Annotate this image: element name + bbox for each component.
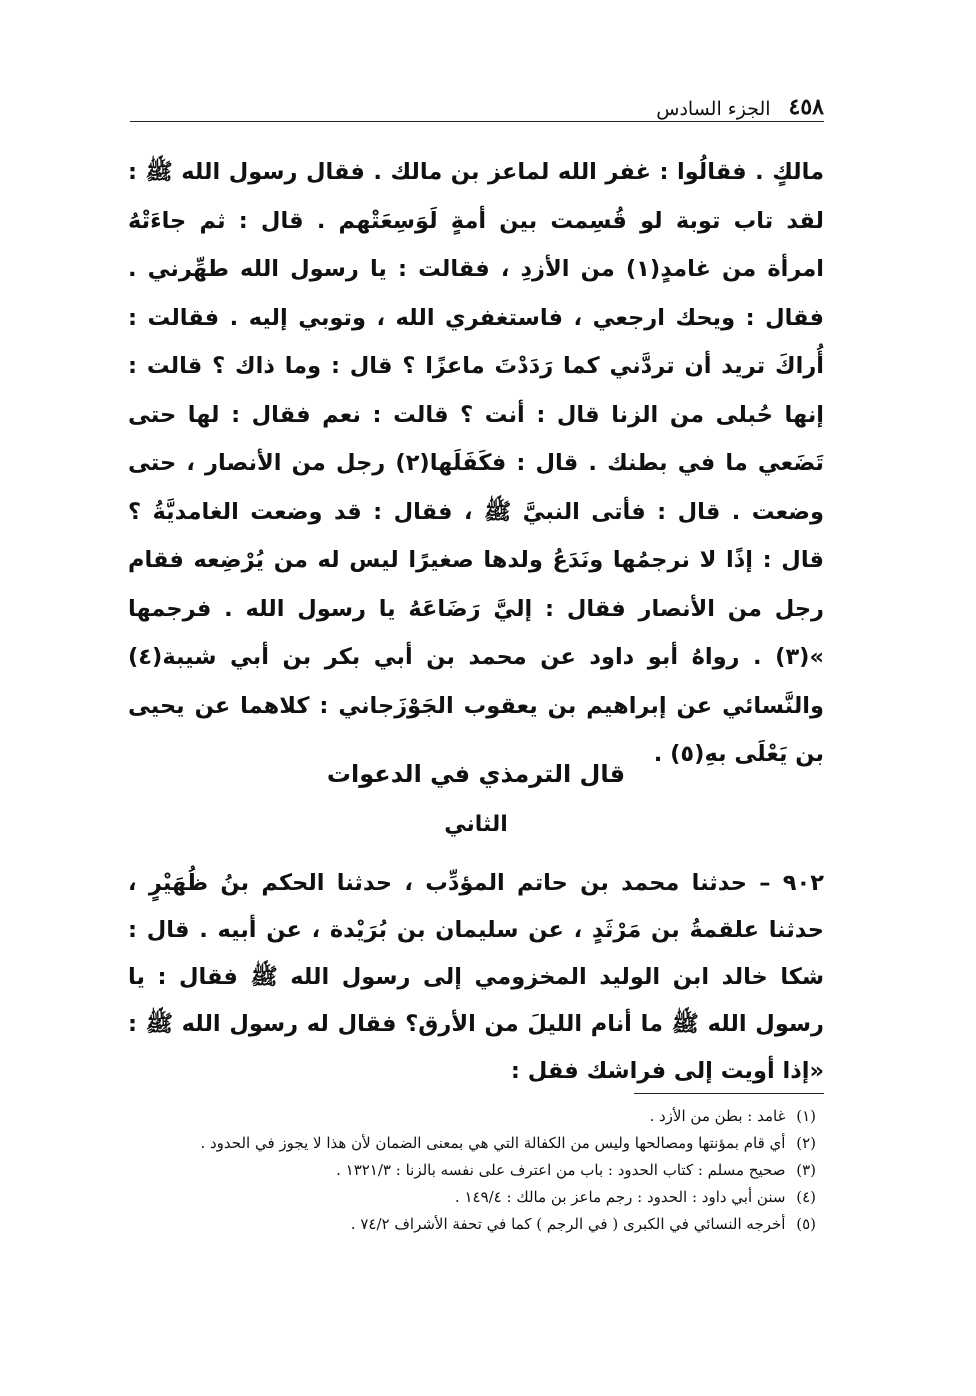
footnote-3 — [124, 1157, 824, 1184]
footnote-number: (١) — [796, 1107, 816, 1125]
footnote-text: سنن أبي داود : الحدود : رجم ماعز بن مالك : ١٤٩/٤ . — [454, 1188, 786, 1206]
footnote-rule — [634, 1093, 824, 1094]
running-title: الجزء السادس — [656, 98, 771, 120]
footnote-2 — [124, 1130, 824, 1157]
footnote-number: (٣) — [796, 1161, 816, 1179]
footnote-text: أي قام بمؤنتها ومصالحها وليس من الكفالة التي هي بمعنى الضمان لأن هذا لا يجوز في الحدود . — [200, 1134, 786, 1152]
section-subheading: الثاني — [444, 812, 508, 837]
footnote-1 — [124, 1103, 824, 1130]
body-text — [128, 148, 824, 779]
footnote-5 — [124, 1211, 824, 1238]
footnote-text: أخرجه النسائي في الكبرى ( في الرجم ) كما في تحفة الأشراف ٧٤/٢ . — [350, 1215, 786, 1233]
footnote-number: (٥) — [796, 1215, 816, 1233]
footnote-number: (٢) — [796, 1134, 816, 1152]
hadith-paragraph: ٩٠٢ – حدثنا محمد بن حاتم المؤدِّب ، حدثنا الحكم بنُ ظُهَيْرٍ ، حدثنا علقمةُ بن مَرْثَدٍ ، عن سليمان بن بُرَيْدة ، عن أبيه . قال : شكا خالد ابن الوليد المخزومي إلى رسول الله ﷺ فقال : يا رسول الله ﷺ ما أنام الليلَ من الأرق؟ فقال له رسول الله ﷺ : «إذا أويت إلى فراشك فقل : — [128, 870, 824, 1084]
header-rule — [130, 121, 824, 122]
footnotes — [124, 1103, 824, 1238]
page-number: ٤٥٨ — [788, 94, 824, 120]
footnote-text: غامد : بطن من الأزد . — [649, 1107, 786, 1125]
footnote-text: صحيح مسلم : كتاب الحدود : باب من اعترف على نفسه بالزنا : ١٣٢١/٣ . — [336, 1161, 786, 1179]
section-heading: قال الترمذي في الدعوات — [326, 760, 626, 788]
hadith-text — [128, 860, 824, 1095]
footnote-4 — [124, 1184, 824, 1211]
body-paragraph: مالكٍ . فقالُوا : غفر الله لماعز بن مالك . فقال رسول الله ﷺ : لقد تاب توبة لو قُسِمت بين أمةٍ لَوَسِعَتْهم . قال : ثم جاءَتْهُ امرأة من غامدٍ(١) من الأزدِ ، فقالت : يا رسول الله طهِّرني . فقال : ويحك ارجعي ، فاستغفري الله ، وتوبي إليه . فقالت : أُراكَ تريد أن تردَّني كما رَدَدْتَ ماعزًا ؟ قال : وما ذاك ؟ قالت : إنها حُبلى من الزنا قال : أنت ؟ قالت : نعم فقال : لها حتى تَضَعي ما في بطنك . قال : فكَفَلَها(٢) رجل من الأنصار ، حتى وضعت . قال : فأتى النبيَّ ﷺ ، فقال : قد وضعت الغامديَّةُ ؟ قال : إذًا لا نرجمُها ونَدَعُ ولدها صغيرًا ليس له من يُرْضِعه فقام رجل من الأنصار فقال : إليَّ رَضَاعَهُ يا رسول الله . فرجمها »(٣) . رواهُ أبو داود عن محمد بن أبي بكر بن أبي شيبة(٤) والنَّسائي عن إبراهيم بن يعقوب الجَوْزَجاني : كلاهما عن يحيى بن يَعْلَى بهِ(٥) . — [128, 159, 824, 767]
running-header — [130, 84, 824, 120]
footnote-number: (٤) — [796, 1188, 816, 1206]
